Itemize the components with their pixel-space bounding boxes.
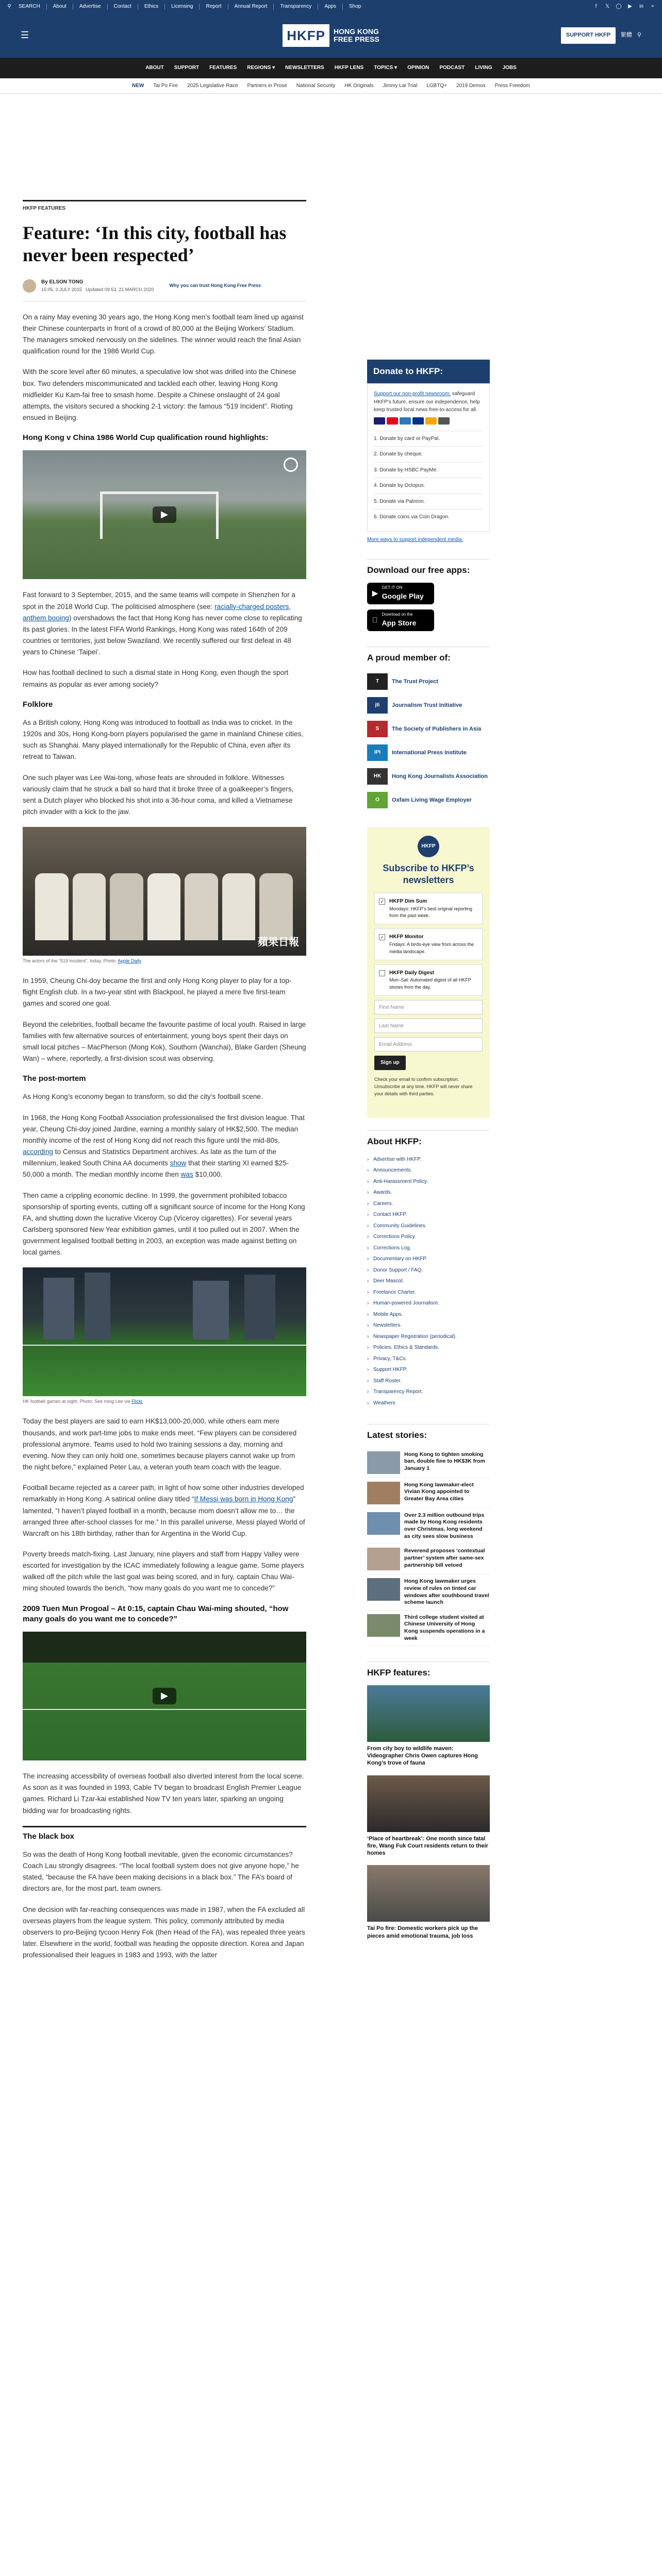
donate-title: Donate to HKFP: — [367, 360, 490, 383]
logo-line-2: FREE PRESS — [334, 35, 379, 43]
person — [147, 873, 181, 940]
utility-bar — [0, 0, 662, 13]
newsletter-name: HKFP Monitor — [389, 934, 424, 940]
trending-link[interactable]: National Security — [296, 82, 336, 89]
member-name: Hong Kong Journalists Association — [392, 773, 488, 779]
utility-link[interactable]: About — [53, 4, 67, 10]
person — [73, 873, 106, 940]
email-field[interactable]: Email Address — [374, 1037, 483, 1052]
play-icon[interactable]: ▶ — [153, 506, 176, 523]
author-avatar — [23, 279, 36, 293]
member-jti[interactable] — [367, 693, 490, 717]
donate-option[interactable]: 1. Donate by card or PayPal. — [374, 431, 483, 447]
bank-icon — [438, 417, 450, 425]
member-name: The Society of Publishers in Asia — [392, 725, 482, 732]
building — [244, 1275, 275, 1340]
newsletter-option-text — [389, 933, 478, 955]
about-link[interactable]: › Donor Support / FAQ. — [367, 1265, 490, 1276]
nav-item[interactable]: LIVING — [475, 65, 492, 71]
about-link[interactable]: › Policies, Ethics & Standards. — [367, 1342, 490, 1353]
publish-date: 15:05, 3 JULY 2015 — [41, 286, 82, 292]
first-name-field[interactable]: First Name — [374, 1000, 483, 1014]
video-embed-tuen-mun[interactable] — [23, 1632, 306, 1760]
main-nav — [0, 58, 662, 78]
x-icon[interactable]: 𝕏 — [605, 4, 610, 10]
facebook-icon[interactable]: f — [595, 4, 597, 10]
paragraph: Poverty breeds match-fixing. Last January, nine players and staff from Happy Valley were escorted for investigation by the ICAC immediately following a league game. Some players walked off the pitch while the last goal was being scored, and in fury, captain Chau Wai-ming shouted towards the bench, “how many goals do you want me to concede?” — [23, 1550, 304, 1592]
paragraph-text: Football became rejected as a career path, in light of how some other industries developed remarkably in Hong Kong. A satirical online diary titled “ — [23, 1484, 304, 1503]
paragraph — [23, 1482, 306, 1539]
header-right — [445, 27, 641, 43]
caption-text: The actors of the “519 Incident”, today. Photo: — [23, 958, 118, 964]
feature-title: ‘Place of heartbreak’: One month since fatal fire, Wang Fuk Court residents return to their homes — [367, 1835, 488, 1857]
divider — [164, 4, 165, 10]
person — [185, 873, 218, 940]
people-group — [35, 873, 293, 940]
paragraph: Beyond the celebrities, football became the favourite pastime of local youth. Raised in large families with few alternative sources of entertainment, young boys spent their days on small local pitches – MacPherson (Mong Kok), Southorn (Wanchai), Blake Garden (Sheung Wan) – where, reportedly, a first-division scout was observing. — [23, 1020, 306, 1063]
hkja-logo: HK — [367, 768, 388, 785]
header-left — [21, 28, 217, 43]
photo-credit-link[interactable]: Apple Daily — [118, 958, 141, 964]
about-link[interactable]: › Newsletters. — [367, 1320, 490, 1331]
pitch-line — [23, 1709, 306, 1710]
visa-icon — [374, 417, 385, 425]
app-store-small: Download on the — [376, 612, 408, 617]
donate-option[interactable]: 5. Donate via Patreon. — [374, 494, 483, 510]
google-play-button[interactable] — [367, 583, 434, 604]
member-sopa[interactable] — [367, 717, 490, 741]
trending-link[interactable]: LGBTQ+ — [426, 82, 447, 89]
person — [259, 873, 293, 940]
paragraph: With the score level after 60 minutes, a speculative low shot was drilled into the Chinese box. Two defenders miscommunicated and tackled each other, leaving Hong Kong midfielder Ku Kam-fai free to smash home. Despite a Chinese onslaught of 24 goal attempts, the visitors secured a shocking 2-1 victory: the famous “519 Incident”. Rioting ensued in Beijing. — [23, 368, 296, 421]
nav-item[interactable]: NEWSLETTERS — [285, 65, 324, 71]
about-link[interactable]: › Corrections Policy. — [367, 1231, 490, 1243]
feature-image — [367, 1685, 490, 1742]
member-oxfam[interactable] — [367, 788, 490, 812]
utility-link[interactable]: Annual Report — [234, 4, 268, 10]
jti-logo: jti — [367, 697, 388, 714]
newsletter-name: HKFP Daily Digest — [389, 970, 435, 976]
latest-widget — [367, 1424, 490, 1646]
apps-title: Download our free apps: — [367, 565, 470, 575]
about-link[interactable]: › Freelance Charter. — [367, 1287, 490, 1298]
search-icon[interactable]: ⚲ — [7, 4, 11, 10]
donate-option[interactable]: 2. Donate by cheque. — [374, 446, 483, 462]
person — [110, 873, 143, 940]
author-name[interactable]: By ELSON TONG — [41, 279, 84, 285]
trending-link[interactable]: 2019 Demos — [456, 82, 486, 89]
about-link[interactable]: › Careers. — [367, 1198, 490, 1210]
utility-link[interactable]: Apps — [324, 4, 337, 10]
trending-link[interactable]: HK Originals — [344, 82, 374, 89]
apps-widget — [367, 559, 490, 631]
paragraph: So was the death of Hong Kong football inevitable, given the economic circumstances? Coach Lau strongly disagrees. “The local football system does not give anyone hope,” he stated, “because the FA have been making decisions in a black box.” The FA’s board of directors are, for the most part, team owners. — [23, 1850, 299, 1893]
divider — [46, 4, 47, 10]
latest-story[interactable] — [367, 1611, 490, 1647]
trending-link[interactable]: Partners in Prose — [247, 82, 287, 89]
image-caption — [23, 958, 306, 965]
paragraph: In 1959, Cheung Chi-doy became the first and only Hong Kong player to play for a top-flight English club. In a two-year stint with Blackpool, he played a mere five first-team games and scored one goal. — [23, 977, 292, 1008]
story-title: Reverend proposes ‘contextual partner’ system after same-sex partnership bill vetoed — [404, 1548, 485, 1568]
utility-link[interactable]: SEARCH — [19, 4, 40, 10]
linkedin-icon[interactable]: in — [639, 4, 643, 10]
about-link[interactable]: › Documentary on HKFP. — [367, 1253, 490, 1265]
support-hkfp-button[interactable]: SUPPORT HKFP — [561, 27, 616, 43]
play-icon[interactable]: ▶ — [153, 1688, 176, 1704]
logo-wordmark — [334, 28, 379, 44]
caption-text: HK football games at night. Photo: See ming Lee via — [23, 1399, 132, 1404]
utility-link[interactable]: Shop — [349, 4, 361, 10]
section-heading: 2009 Tuen Mun Progoal – At 0:15, captain Chau Wai-ming shouted, “how many goals do you want me to concede?” — [23, 1604, 289, 1623]
donate-option[interactable]: 6. Donate coins via Coin Dragon. — [374, 509, 483, 525]
donate-option[interactable]: 3. Donate by HSBC PayMe. — [374, 462, 483, 478]
discover-icon — [425, 417, 437, 425]
nav-item[interactable]: OPINION — [407, 65, 429, 71]
publish-dates — [41, 286, 154, 294]
latest-story[interactable] — [367, 1509, 490, 1545]
paragraph: On a rainy May evening 30 years ago, the Hong Kong men’s football team lined up against their Chinese counterparts in front of a crowd of 80,000 at the Beijing Workers’ Stadium. The managers smoked nervously on the sidelines. The winner would reach the final Asian qualification round for the 1986 World Cup. — [23, 313, 304, 355]
member-trust-project[interactable] — [367, 670, 490, 693]
paragraph: The increasing accessibility of overseas football also diverted interest from the local scene. As soon as it was founded in 1993, Cable TV began to broadcast English Premier League games. Richard Li Tzar-kai established Now TV ten years later, sparking an ongoing bidding war for broadcasting rights. — [23, 1772, 304, 1815]
paragraph-text: $10,000. — [193, 1171, 223, 1179]
paragraph-text: that their starting XI earned $25-50,000 a month. The median monthly income then — [23, 1159, 289, 1179]
income-link[interactable]: was — [180, 1171, 193, 1179]
section-heading: The black box — [23, 1826, 306, 1842]
utility-link[interactable]: Transparency — [280, 4, 312, 10]
section-heading: The post-mortem — [23, 1074, 86, 1083]
latest-title: Latest stories: — [367, 1430, 427, 1440]
latest-story[interactable] — [367, 1544, 490, 1574]
checkbox-unchecked[interactable] — [379, 970, 385, 976]
paragraph: Today the best players are said to earn HK$13,000-20,000, while others earn mere thousands, and work part-time jobs to make ends meet. “Few players can be considered professional anymore. Teams used to hold two training sessions a day, morning and evening. Now they can only hold one, sometimes because players cannot wake up from the night before,” explained Peter Lau, a veteran youth team coach with the league. — [23, 1417, 297, 1471]
story-title: Hong Kong lawmaker urges review of rules on tinted car windows after southbound travel scheme launch — [404, 1578, 489, 1606]
members-widget — [367, 647, 490, 812]
story-title: Hong Kong to tighten smoking ban, double fine to HK$3K from January 1 — [404, 1451, 485, 1471]
nav-item[interactable]: SUPPORT — [174, 65, 200, 71]
feature-story[interactable] — [367, 1775, 490, 1857]
checkbox-checked[interactable]: ✓ — [379, 934, 385, 940]
divider — [342, 4, 343, 10]
trending-label: NEW — [131, 82, 144, 89]
newsletter-option-text — [389, 897, 478, 920]
about-list — [367, 1154, 490, 1409]
about-link[interactable]: › Human-powered Journalism. — [367, 1298, 490, 1309]
trending-link[interactable]: Jimmy Lai Trial — [383, 82, 418, 89]
documents-link[interactable]: show — [170, 1159, 187, 1167]
building — [193, 1281, 229, 1340]
nav-item[interactable]: TOPICS ▾ — [374, 65, 398, 71]
newsletter-desc: Mon–Sat: Automated digest of all HKFP stories from the day. — [389, 977, 471, 990]
app-store-label — [376, 612, 417, 629]
paragraph: As a British colony, Hong Kong was introduced to football as India was to cricket. In the 1920s and 30s, Hong Kong-born players popularised the game in mainland Chinese cities, such as Shanghai. Many played internationally for the Republic of China, even after its retreat to Taiwan. — [23, 718, 304, 761]
story-thumbnail — [367, 1451, 400, 1474]
paragraph-text: Fast forward to 3 September, 2015, and the same teams will compete in Shenzhen for a spot in the 2018 World Cup. The politicised atmosphere (see: — [23, 591, 295, 611]
story-title: Hong Kong lawmaker-elect Vivian Kong appointed to Greater Bay Area cities — [404, 1481, 474, 1502]
feature-image — [367, 1775, 490, 1832]
nav-item[interactable]: JOBS — [502, 65, 517, 71]
trust-project-logo: T — [367, 673, 388, 690]
paragraph: One such player was Lee Wai-tong, whose feats are shrouded in folklore. Witnesses variously claim that he struck a ball so hard that it broke three of a goalkeeper’s fingers, sent a Dutch player who blocked his shot into a 36-hour coma, and killed a Vietnamese pitch invader with a kick to the jaw. — [23, 773, 294, 816]
amex-icon — [400, 417, 411, 425]
member-name: The Trust Project — [392, 678, 438, 685]
features-widget — [367, 1662, 490, 1940]
last-name-field[interactable]: Last Name — [374, 1019, 483, 1033]
donate-widget — [367, 360, 490, 544]
donate-intro — [374, 390, 483, 414]
nav-item[interactable]: REGIONS ▾ — [247, 65, 275, 71]
apple-icon — [372, 615, 378, 626]
about-link[interactable]: › Advertise with HKFP. — [367, 1154, 490, 1165]
utility-link[interactable]: Ethics — [144, 4, 159, 10]
paragraph: Then came a crippling economic decline. In 1999, the government prohibited tobacco sponsorship of sporting events, cutting off a significant source of income for the Hong Kong FA, and shutting down the lucrative Viceroy Cup (Viceroy cigarettes). For several years Carlsberg sponsored New Year exhibition games, until it too pulled out in 2007. When the government legalised football betting in 2003, an exception was made against betting on local games. — [23, 1191, 305, 1257]
oxfam-logo: O — [367, 792, 388, 808]
social-icons — [593, 4, 656, 10]
section-heading: Hong Kong v China 1986 World Cup qualification round highlights: — [23, 433, 269, 443]
about-link[interactable]: › Weathers — [367, 1398, 490, 1409]
article-kicker[interactable]: HKFP FEATURES — [23, 200, 306, 213]
donate-intro-link[interactable]: Support our non-profit newsroom: — [374, 391, 451, 397]
member-name: Journalism Trust Initiative — [392, 702, 462, 708]
logo-mark: HKFP — [283, 24, 329, 47]
divider — [199, 4, 200, 10]
newsletter-title: Subscribe to HKFP’s newsletters — [383, 863, 474, 885]
story-thumbnail — [367, 1512, 400, 1535]
trust-link[interactable]: Why you can trust Hong Kong Free Press — [169, 283, 261, 289]
signup-button[interactable]: Sign up — [374, 1056, 406, 1070]
newsletter-option[interactable] — [374, 964, 483, 996]
story-thumbnail — [367, 1482, 400, 1504]
stands — [23, 1632, 306, 1663]
about-link[interactable]: › Contact HKFP. — [367, 1209, 490, 1221]
feature-story[interactable] — [367, 1685, 490, 1767]
video-embed-highlights[interactable] — [23, 450, 306, 579]
more-support-link[interactable]: More ways to support independent media. — [367, 536, 464, 543]
rss-icon[interactable]: ≈ — [651, 4, 654, 10]
newsletter-option[interactable] — [374, 928, 483, 960]
mastercard-icon — [387, 417, 398, 425]
trending-bar — [0, 78, 662, 94]
story-thumbnail — [367, 1548, 400, 1570]
about-link[interactable]: › Transparency Report. — [367, 1386, 490, 1398]
feature-story[interactable] — [367, 1865, 490, 1940]
site-header — [0, 13, 662, 58]
nav-item[interactable]: HKFP LENS — [334, 65, 364, 71]
newsletter-name: HKFP Dim Sum — [389, 899, 427, 905]
flickr-link[interactable]: Flickr — [131, 1399, 143, 1404]
payment-icons — [374, 417, 483, 425]
section-heading: Folklore — [23, 700, 53, 709]
pitch-line — [23, 1345, 306, 1346]
image-caption — [23, 1398, 306, 1405]
youtube-icon[interactable]: ▶ — [628, 4, 632, 10]
article — [23, 200, 306, 1970]
story-title: Third college student visited at Chinese University of Hong Kong suspends operations in a week — [404, 1614, 485, 1641]
byline — [23, 278, 306, 293]
donate-intro-text: safeguard HKFP’s future, ensure our independence, help keep trusted local news free-to-access for all. — [374, 391, 480, 413]
search-icon[interactable]: ⚲ — [637, 32, 641, 39]
instagram-icon[interactable]: ◯ — [616, 4, 622, 10]
utility-link[interactable]: Contact — [113, 4, 131, 10]
census-link[interactable]: according — [23, 1148, 53, 1156]
about-link[interactable]: › Corrections Log. — [367, 1243, 490, 1254]
members-title: A proud member of: — [367, 652, 451, 663]
story-thumbnail — [367, 1578, 400, 1601]
site-logo[interactable] — [283, 24, 379, 47]
anthem-link[interactable]: racially-charged posters, anthem booing — [23, 602, 291, 622]
paragraph — [23, 589, 306, 658]
language-link[interactable]: 繁體 — [620, 32, 632, 39]
ipi-logo: IPI — [367, 744, 388, 761]
paragraph-text: ) overshadows the fact that Hong Kong has never come close to replicating its past glories. In the latest FIFA World Rankings, Hong Kong was rated 164th of 209 countries or territories, just below Swaziland. We recently suffered our first defeat in 48 years to Chinese ‘Taipei’. — [23, 614, 302, 656]
photo-watermark: 蘋果日報 — [258, 937, 299, 948]
photo-night-football — [23, 1267, 306, 1396]
latest-story[interactable] — [367, 1574, 490, 1611]
newsletter-widget — [367, 827, 490, 1118]
byline-text — [41, 278, 154, 293]
about-title: About HKFP: — [367, 1137, 422, 1147]
photo-519-actors — [23, 827, 306, 956]
divider — [273, 4, 274, 10]
feature-title: From city boy to wildlife maven: Videographer Chris Owen captures Hong Kong’s trove of fauna — [367, 1745, 478, 1767]
paragraph: How has football declined to such a dismal state in Hong Kong, even though the sport remains as popular as ever among society? — [23, 669, 289, 688]
about-widget — [367, 1130, 490, 1409]
building — [85, 1273, 110, 1340]
google-play-icon: ▶ — [372, 588, 378, 597]
about-link[interactable]: › Community Guidelines. — [367, 1221, 490, 1232]
utility-link[interactable]: Advertise — [79, 4, 101, 10]
donate-body — [367, 383, 490, 532]
paragraph-text: to Census and Statistics Department archives. As late as the turn of the millennium, leaked South China AA documents — [23, 1148, 276, 1167]
person — [222, 873, 256, 940]
article-title: Feature: ‘In this city, football has never been respected’ — [23, 222, 287, 266]
member-ipi[interactable] — [367, 741, 490, 765]
sopa-logo: S — [367, 721, 388, 737]
newsletter-option-text — [389, 969, 478, 991]
feature-title: Tai Po fire: Domestic workers pick up the pieces amid emotional trauma, job loss — [367, 1925, 478, 1939]
newsletter-note: Check your email to confirm subscription. Unsubscribe at any time. HKFP will never share your details with third parties. — [374, 1076, 473, 1096]
about-link[interactable]: › Announcements. — [367, 1165, 490, 1176]
sidebar — [367, 200, 490, 1955]
story-title: Over 2.3 million outbound trips made by Hong Kong residents over Christmas, long weekend as city sees slow business — [404, 1512, 485, 1539]
about-link[interactable]: › Staff Roster. — [367, 1376, 490, 1387]
story-thumbnail — [367, 1614, 400, 1637]
member-hkja[interactable] — [367, 765, 490, 788]
newsletter-badge: HKFP — [418, 836, 439, 857]
member-name: Oxfam Living Wage Employer — [392, 796, 472, 803]
checkbox-checked[interactable]: ✓ — [379, 899, 385, 905]
latest-story[interactable] — [367, 1448, 490, 1478]
nav-item[interactable]: ABOUT — [145, 65, 164, 71]
about-link[interactable]: › Support HKFP. — [367, 1364, 490, 1376]
newsletter-desc: Mondays: HKFP’s best original reporting from the past week. — [389, 906, 472, 919]
utility-link[interactable]: Report — [206, 4, 222, 10]
latest-story[interactable] — [367, 1478, 490, 1509]
person — [35, 873, 69, 940]
google-play-label — [382, 585, 424, 602]
google-play-small: GET IT ON — [382, 585, 403, 590]
nav-item[interactable]: FEATURES — [209, 65, 237, 71]
divider — [107, 4, 108, 10]
about-link[interactable]: › Anti-Harassment Policy. — [367, 1176, 490, 1188]
trending-link[interactable]: Press Freedom — [494, 82, 531, 89]
paragraph-text: ” lamented, “I haven’t played football in a month, because mom doesn’t allow me to… the arranged three after-school classes for me.” In this parallel universe, Messi played World of Warcraft on his 18th birthday, rather than for Argentina in the World Cup. — [23, 1495, 305, 1537]
trending-link[interactable]: 2025 Legislative Race — [187, 82, 238, 89]
channel-logo — [284, 457, 298, 472]
paypal-icon — [412, 417, 424, 425]
app-store-button[interactable] — [367, 609, 434, 631]
about-link[interactable]: › Privacy, T&Cs. — [367, 1353, 490, 1365]
google-play-text: Google Play — [382, 592, 424, 601]
about-link[interactable]: › Mobile Apps. — [367, 1309, 490, 1320]
menu-icon[interactable]: ☰ — [21, 30, 29, 41]
about-link[interactable]: › Awards. — [367, 1187, 490, 1198]
nav-item[interactable]: PODCAST — [439, 65, 465, 71]
updated-date: Updated 09:53, 21 MARCH 2020 — [86, 286, 154, 292]
newsletter-option[interactable] — [374, 893, 483, 924]
paragraph: One decision with far-reaching consequences was made in 1987, when the FA excluded all overseas players from the league system. This policy, commonly attributed by media observers to pro-Beijing tycoon Henry Fok (then Head of the FA), was repealed three years later. Elsewhere in the world, football was heading the opposite direction. Korea and Japan professionalised their leagues in 1983 and 1993, with the latter — [23, 1905, 305, 1959]
building — [43, 1278, 74, 1340]
about-link[interactable]: › Newspaper Registration (periodical). — [367, 1331, 490, 1343]
paragraph-text: In 1968, the Hong Kong Football Association professionalised the first division league. That year, Cheung Chi-doy joined Jardine, earning a monthly salary of HK$2,500. The median monthly income of the rest of Hong Kong did not reach this figure until the mid-80s, — [23, 1113, 305, 1144]
about-link[interactable]: › Deer Mascot. — [367, 1276, 490, 1287]
trending-link[interactable]: Tai Po Fire — [153, 82, 178, 89]
app-store-text: App Store — [376, 619, 411, 628]
paragraph — [23, 1112, 306, 1181]
newsletter-desc: Fridays: A birds-eye view from across the media landscape. — [389, 941, 474, 954]
member-name: International Press Institute — [392, 749, 467, 756]
features-title: HKFP features: — [367, 1668, 431, 1678]
logo-line-1: HONG KONG — [334, 27, 379, 36]
donate-option[interactable]: 4. Donate by Octopus. — [374, 478, 483, 494]
paragraph: As Hong Kong’s economy began to transform, so did the city’s football scene. — [23, 1093, 263, 1101]
utility-link[interactable]: Licensing — [171, 4, 193, 10]
feature-image — [367, 1865, 490, 1922]
messi-diary-link[interactable]: If Messi was born in Hong Kong — [194, 1495, 293, 1503]
